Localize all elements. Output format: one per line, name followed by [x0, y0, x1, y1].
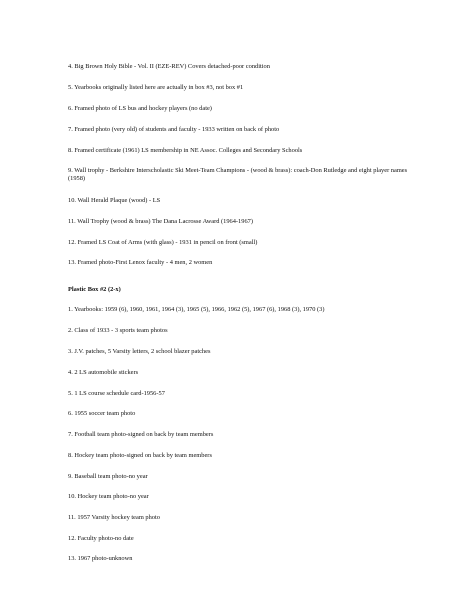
list-item: 9. Baseball team photo-no year	[68, 473, 148, 480]
list-item: 10. Wall Herald Plaque (wood) - LS	[68, 197, 161, 204]
list-item: 11. Wall Trophy (wood & brass) The Dana Lacrosse Award (1964-1967)	[68, 218, 253, 225]
section-heading: Plastic Box #2 (2-x)	[68, 286, 121, 293]
list-item: 6. 1955 soccer team photo	[68, 410, 136, 417]
list-item: 2. Class of 1933 - 3 sports team photos	[68, 327, 168, 334]
list-item: 12. Faculty photo-no date	[68, 535, 134, 542]
list-item: 5. 1 LS course schedule card-1956-57	[68, 390, 165, 397]
list-item: 9. Wall trophy - Berkshire Interscholastic Ski Meet-Team Champions - (wood & brass): coach-Don Rutledge and eight player names (1958)	[68, 167, 408, 183]
list-item: 6. Framed photo of LS bus and hockey players (no date)	[68, 105, 212, 112]
list-item: 7. Football team photo-signed on back by team members	[68, 431, 214, 438]
list-item: 5. Yearbooks originally listed here are actually in box #3, not box #1	[68, 84, 244, 91]
list-item: 11. 1957 Varsity hockey team photo	[68, 514, 160, 521]
list-item: 4. 2 LS automobile stickers	[68, 369, 139, 376]
list-item: 13. 1967 photo-unknown	[68, 555, 133, 562]
list-item: 10. Hockey team photo-no year	[68, 493, 149, 500]
list-item: 3. J.V. patches, 5 Varsity letters, 2 school blazer patches	[68, 348, 211, 355]
list-item: 1. Yearbooks: 1959 (6), 1960, 1961, 1964 (3), 1965 (5), 1966, 1962 (5), 1967 (6), 1968 (3), 1970 (3)	[68, 306, 325, 313]
list-item: 8. Framed certificate (1961) LS membership in NE Assoc. Colleges and Secondary Schools	[68, 147, 303, 154]
list-item: 4. Big Brown Holy Bible - Vol. II (EZE-REV) Covers detached-poor condition	[68, 63, 270, 70]
list-item: 8. Hockey team photo-signed on back by team members	[68, 452, 212, 459]
list-item: 13. Framed photo-First Lenox faculty - 4 men, 2 women	[68, 259, 213, 266]
list-item: 12. Framed LS Coat of Arms (with glass) - 1931 in pencil on front (small)	[68, 239, 258, 246]
list-item: 7. Framed photo (very old) of students and faculty - 1933 written on back of photo	[68, 126, 280, 133]
